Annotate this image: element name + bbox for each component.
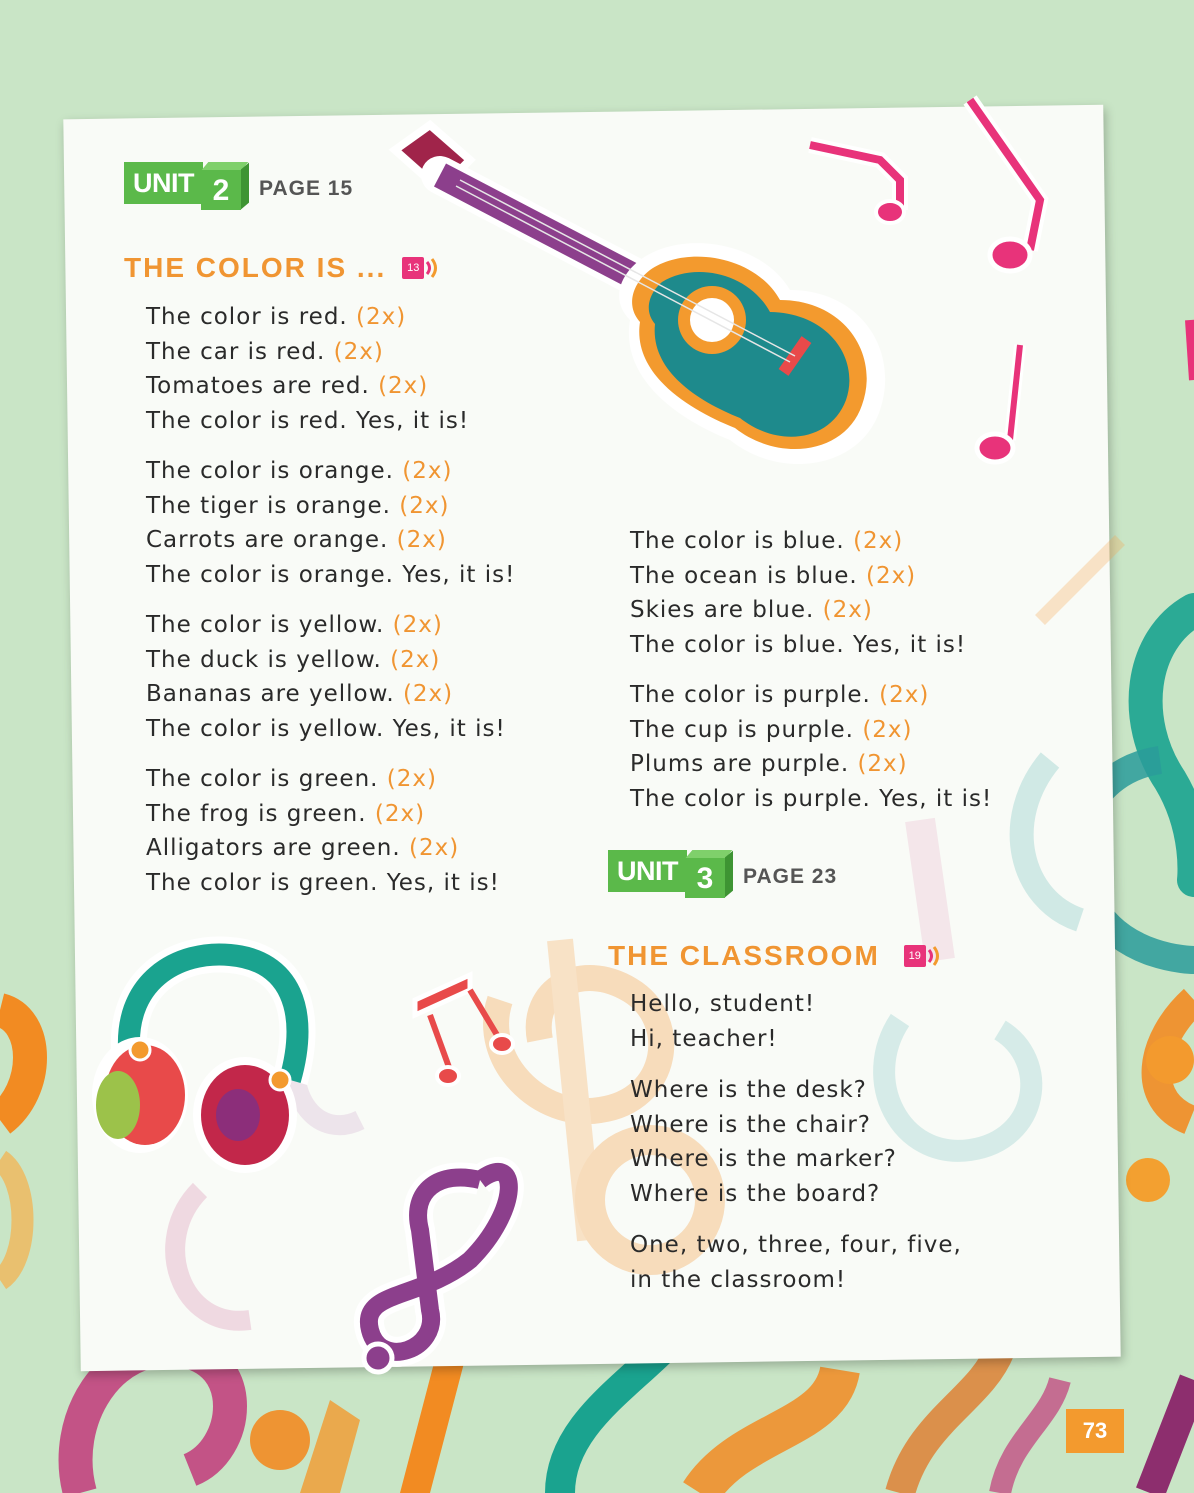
page-reference: PAGE 15	[259, 177, 354, 200]
verse	[146, 608, 506, 746]
lyric-line: Where is the chair?	[630, 1111, 871, 1138]
lyric-line: The color is purple. Yes, it is!	[630, 785, 993, 812]
lyric-line: The color is red. (2x)	[146, 304, 407, 330]
verse	[630, 678, 992, 816]
verse	[146, 762, 500, 900]
lyric-line: The color is yellow. (2x)	[146, 612, 443, 638]
lyric-line: Hi, teacher!	[630, 1025, 778, 1052]
lyric-line: in the classroom!	[630, 1266, 847, 1293]
lyric-line: The duck is yellow. (2x)	[146, 646, 441, 673]
lyric-line: The color is orange. (2x)	[146, 458, 453, 484]
audio-track-number: 13	[402, 257, 424, 279]
page-number: 73	[1066, 1409, 1124, 1453]
speaker-waves-icon	[926, 945, 942, 967]
speaker-waves-icon	[424, 257, 440, 279]
audio-track-number: 19	[904, 945, 926, 967]
lyric-line: The color is green. Yes, it is!	[146, 869, 500, 896]
verse	[146, 300, 469, 438]
unit-3-badge	[608, 850, 838, 895]
lyric-line: Alligators are green. (2x)	[146, 835, 460, 861]
lyric-line: Where is the marker?	[630, 1146, 897, 1172]
lyric-line: The color is green. (2x)	[146, 766, 437, 792]
lyric-line: The tiger is orange. (2x)	[146, 492, 450, 519]
unit-number-cube	[201, 162, 245, 207]
verse	[630, 1228, 962, 1297]
lyric-line: Carrots are orange. (2x)	[146, 527, 447, 553]
song-title-text: THE COLOR IS ...	[124, 252, 387, 283]
lyric-line: Skies are blue. (2x)	[630, 597, 873, 623]
lyric-line: One, two, three, four, five,	[630, 1232, 962, 1258]
unit-2-badge	[124, 162, 354, 207]
lyric-line: The car is red. (2x)	[146, 338, 384, 365]
lyric-line: Where is the board?	[630, 1180, 881, 1207]
lyric-line: The color is purple. (2x)	[630, 682, 930, 708]
lyric-line: Where is the desk?	[630, 1077, 867, 1103]
unit-number: 3	[685, 858, 725, 898]
lyric-line: The color is blue. (2x)	[630, 528, 904, 554]
lyric-line: Plums are purple. (2x)	[630, 751, 908, 777]
song-title-text: THE CLASSROOM	[608, 940, 880, 971]
lyric-line: The color is yellow. Yes, it is!	[146, 715, 506, 742]
page-reference: PAGE 23	[743, 865, 838, 888]
lyric-line: The frog is green. (2x)	[146, 800, 426, 827]
lyric-line: Tomatoes are red. (2x)	[146, 373, 429, 399]
unit-label: UNIT	[124, 162, 203, 204]
lyric-line: Hello, student!	[630, 991, 816, 1017]
lyric-line: The color is blue. Yes, it is!	[630, 631, 967, 658]
lyric-line: The color is orange. Yes, it is!	[146, 561, 516, 588]
verse	[630, 1073, 897, 1211]
unit-label: UNIT	[608, 850, 687, 892]
lyric-line: The color is red. Yes, it is!	[146, 407, 470, 434]
verse	[146, 454, 515, 592]
song-title-classroom	[608, 940, 942, 972]
lyric-line: The ocean is blue. (2x)	[630, 562, 917, 589]
lyric-line: The cup is purple. (2x)	[630, 716, 913, 743]
audio-track-button[interactable]	[402, 257, 440, 279]
unit-number-cube	[685, 850, 729, 895]
audio-track-button[interactable]	[904, 945, 942, 967]
song-title-color	[124, 252, 440, 284]
verse	[630, 524, 966, 662]
unit-number: 2	[201, 170, 241, 210]
lyric-line: Bananas are yellow. (2x)	[146, 681, 454, 707]
verse	[630, 987, 815, 1056]
